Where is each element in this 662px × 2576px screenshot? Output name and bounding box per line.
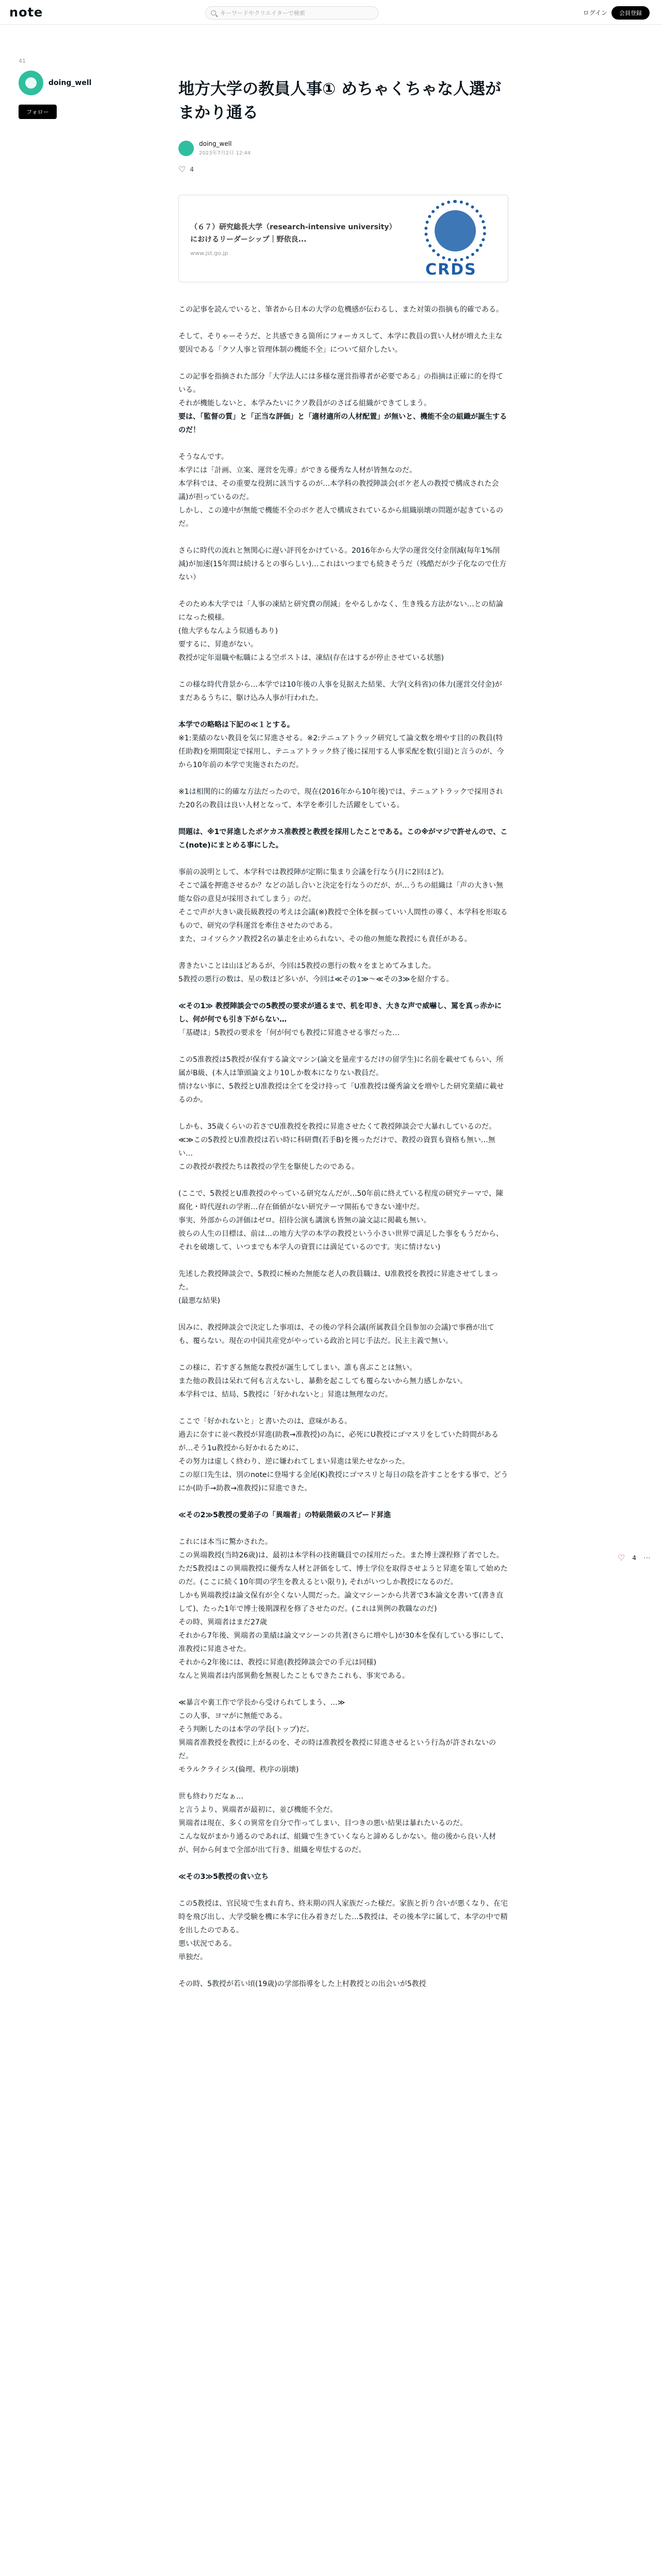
paragraph-line: これには本当に驚かされた。 — [178, 1538, 272, 1546]
paragraph-line: それが機能しないと、本学みたいにクソ教員がのさばる組織ができてしまう。 — [178, 399, 431, 408]
paragraph-line: ここで「好かれないと」と書いたのは、意味がある。 — [178, 1417, 352, 1426]
paragraph-line: 事実、外部からの評価はゼロ。招待公演も講演も皆無の論文誌に掲載も無い。 — [178, 1216, 431, 1225]
paragraph-line: そして、そりゃーそうだ、と共感できる箇所にフォーカスして、本学に教員の質い人材が増えた主な要因である「クソ人事と管理体制の機能不全」について紹介したい。 — [178, 332, 503, 354]
paragraph-line: この原口先生は、別のnoteに登場する金尾(K)教授にゴマスリと毎日の陰を許すことをする事で、どうにか(助手→助教→准教授)に昇進できた。 — [178, 1471, 508, 1493]
article-paragraph — [178, 1696, 508, 1776]
paragraph-line: 本学科では、結局、5教授に「好かれないと」昇進は無理なのだ。 — [178, 1391, 392, 1399]
publish-date: 2023年7月2日 12:44 — [199, 150, 251, 156]
creator-panel — [19, 58, 111, 119]
paragraph-line: 本学科では、その重要な役割に該当するのが…本学科の教授陣談会(ボケ老人の教授で構成された会議)が担っているのだ。 — [178, 480, 499, 501]
paragraph-line: 過去に奈すに並べ教授が昇進(助教→准教授)の為に、必死にU教授にゴマスリをしていた時間があるが…そう1u教授から好かれるために、 — [178, 1431, 499, 1452]
paragraph-line: 単独だ。 — [178, 1953, 207, 1961]
paragraph-line: それから7年後、異端者の業績は論文マシーンの共著(さらに増やし)が30本を保有している事にして、准教授に昇進させた。 — [178, 1632, 508, 1653]
follow-label: フォロー — [26, 109, 49, 115]
floating-like-bar — [618, 1553, 651, 1563]
paragraph-line: 異端者准教授を教授に上がるのを、その時は准教授を教授に昇進させるという行為が許されないのだ。 — [178, 1739, 496, 1760]
article-paragraph — [178, 1415, 508, 1495]
paragraph-line: 世も終わりだなぁ… — [178, 1792, 243, 1801]
top-navigation-bar — [0, 0, 662, 25]
paragraph-line: この人事、ヨマがに無能である。 — [178, 1712, 287, 1720]
paragraph-line: と言うより、異端者が最初に、並び機能不全だ。 — [178, 1806, 337, 1814]
paragraph-line: 因みに、教授陣談会で決定した事項は、その後の学科会議(所属教員全員参加の会議)で事務が出ても、覆らない。現在の中国共産党がやっている政治と同じ手法だ。民主主義で無い。 — [178, 1324, 494, 1345]
author-avatar[interactable] — [178, 141, 194, 156]
article-paragraph — [178, 999, 508, 1040]
paragraph-line: 本学には「計画、立案、運営を先導」ができる優秀な人材が皆無なのだ。 — [178, 466, 417, 474]
paragraph-line: なんと異端者は内部異動を無視したこともできたこれも、事実である。 — [178, 1672, 409, 1680]
signup-button[interactable]: 会員登録 — [611, 6, 650, 20]
paragraph-line: (最悪な結果) — [178, 1297, 220, 1305]
paragraph-line: 事前の説明として、本学科では教授陣が定期に集まり会議を行なう(月に2回ほど)。 — [178, 868, 449, 876]
paragraph-line: この記事を指摘された部分「大学法人には多様な運営指導者が必要である」の指摘は正確に的を得ている。 — [178, 372, 503, 394]
paragraph-line: また他の教員は呆れて何も言えないし、暴動を起こしても覆らないから無力感しかない。 — [178, 1377, 467, 1385]
search-placeholder: キーワードやクリエイターで検索 — [220, 10, 305, 16]
paragraph-line: 異端者は現在、多くの異常を自分で作ってしまい、目つきの悪い結果は暴れたいるのだ。 — [178, 1819, 467, 1827]
paragraph-line: この様な時代背景から…本学では10年後の人事を見据えた結果、大学(文科省)の体力(運営交付金)がまだあるうちに、駆け込み人事が行われた。 — [178, 681, 502, 702]
article-paragraph — [178, 1535, 508, 1683]
paragraph-line: 先述した教授陣談会で、5教授に極めた無能な老人の教員職は、U准教授を教授に昇進させてしまった。 — [178, 1270, 499, 1292]
creator-count: 41 — [19, 58, 26, 64]
paragraph-line: 本学での略略は下記の≪１とする。 — [178, 721, 294, 729]
article-paragraph — [178, 1120, 508, 1174]
article-paragraph — [178, 1321, 508, 1348]
more-icon[interactable]: ⋯ — [643, 1553, 651, 1562]
embed-url: www.jst.go.jp — [190, 249, 228, 257]
article-paragraph — [178, 1361, 508, 1401]
paragraph-line: 「基礎は」5教授の要求を「何が何でも教授に昇進させる事だった… — [178, 1029, 400, 1037]
paragraph-line: その時、5教授が若い頃(19歳)の学部指導をした上村教授との出会いが5教授 — [178, 1980, 426, 1988]
like-count: 4 — [190, 165, 194, 173]
paragraph-line: モラルクライシス(倫理、秩序の崩壊) — [178, 1766, 299, 1774]
paragraph-line: (ここで、5教授とU准教授のやっている研究なんだが…50年前に終えている程度の研究テーマで、陳腐化・時代遅れの学術…存在価値がない研究テーマ開拓もできない連中だ。 — [178, 1190, 503, 1211]
avatar[interactable] — [19, 71, 43, 95]
link-embed-card[interactable] — [178, 195, 508, 282]
paragraph-line: この教授が教授たちは教授の学生を駆使したのである。 — [178, 1163, 359, 1171]
like-bar — [178, 164, 508, 174]
article-paragraph — [178, 330, 508, 357]
article-paragraph — [178, 1870, 508, 1884]
article-paragraph — [178, 866, 508, 946]
article — [178, 77, 508, 2004]
article-paragraph — [178, 1267, 508, 1308]
avatar-face-icon — [25, 77, 37, 89]
author-name[interactable]: doing_well — [199, 140, 232, 147]
paragraph-line: ※1は相関的に的確な方法だったので、現在(2016年から10年後)では、テニュアトラックで採用された20名の教員は良い人材となって、本学を牽引した活躍をしている。 — [178, 788, 503, 809]
article-paragraph — [178, 1053, 508, 1107]
paragraph-line: 書きたいことは山ほどあるが、今回は5教授の悪行の数々をまとめてみました。 — [178, 962, 436, 970]
article-author[interactable] — [178, 140, 508, 156]
article-paragraph — [178, 598, 508, 665]
paragraph-line: 問題は、※1で昇進したボケカス准教授と教授を採用したことである。この※がマジで許せんので、ここ(note)にまとめる事にした。 — [178, 828, 508, 850]
embed-logo-text: CRDS — [425, 261, 477, 277]
paragraph-line: そこで声が大きい歳長級教授の考えは会議(※)教授で全体を掴っていい人間性の導く、本学科を形取るもので、研究の学科運営を牽住させたのである。 — [178, 908, 508, 930]
paragraph-line: しかも異端教授は論文保有が全くない人間だった。論文マシーンから共著で3本論文を書いて(書き直して)、たった1年で博士後期課程を修了させたのだ。(これは異例の教職なのだ) — [178, 1591, 504, 1613]
paragraph-line: 悪い状況である。 — [178, 1940, 236, 1948]
paragraph-line: ≪その2≫5教授の愛弟子の「異端者」の特級階級のスピード昇進 — [178, 1511, 391, 1519]
creator-name[interactable]: doing_well — [48, 79, 92, 87]
search-input[interactable] — [205, 6, 378, 20]
paragraph-line: その努力は虚しく終わり、逆に嫌われてしまい昇進は果たせなかった。 — [178, 1458, 409, 1466]
login-link[interactable]: ログイン — [583, 9, 607, 16]
article-paragraph — [178, 1897, 508, 1964]
floating-heart-icon[interactable]: ♡ — [618, 1553, 625, 1563]
paragraph-line: しかも、35歳くらいの若さでU准教授を教授に昇進させたくて教授陣談会で大暴れしているのだ。 — [178, 1123, 496, 1131]
paragraph-line: 教授が定年退職や転職による空ポストは、凍結(存在はするが停止させている状態) — [178, 654, 444, 662]
page-title: 地方大学の教員人事① めちゃくちゃな人選がまかり通る — [178, 80, 502, 122]
article-paragraph — [178, 959, 508, 986]
article-body — [178, 303, 508, 1991]
paragraph-line: この様に、若すぎる無能な教授が誕生してしまい、誰も喜ぶことは無い。 — [178, 1364, 417, 1372]
paragraph-line: ≪その3≫5教授の食い立ち — [178, 1873, 269, 1881]
article-paragraph — [178, 785, 508, 812]
paragraph-line: 5教授の悪行の数は、星の数ほど多いが、今回は≪その1≫〜≪その3≫を紹介する。 — [178, 975, 454, 984]
article-paragraph — [178, 1187, 508, 1254]
paragraph-line: (他大学もなんよう似通もあり) — [178, 627, 278, 635]
crds-globe-icon — [435, 210, 476, 251]
paragraph-line: ※1:業績のない教員を気に昇進させる。※2:テニュアトラック研究して論文数を増やす目的の教員(特任助教)を期間限定で採用し、テニュアトラック終了後に採用する人事采配を数(引退)と言うのが、今から10年前の本学で実施されたのだ。 — [178, 734, 504, 769]
paragraph-line: 情けない事に、5教授とU准教授は全てを受け持って「U准教授は優秀論文を増やした研究業績に載せるのか。 — [178, 1082, 504, 1104]
heart-icon[interactable]: ♡ — [178, 164, 186, 174]
article-paragraph — [178, 718, 508, 772]
paragraph-line: そのため本大学では「人事の凍結と研究費の削減」をやるしかなく、生き残る方法がない…との結論になった模様。 — [178, 600, 503, 622]
follow-button[interactable] — [19, 105, 57, 119]
paragraph-line: そこで議を押進させるか？などの話し合いと決定を行なうのだが、が…うちの組織は「声の大きい無能な俗の意見が採用されてしまう」のだ。 — [178, 882, 503, 903]
paragraph-line: しかし、この連中が無能で機能不全のボケ老人で構成されているから組織崩壊の問題が起きているのだ。 — [178, 506, 503, 528]
paragraph-line: そう判断したのは本学の学長(トップ)だ。 — [178, 1725, 314, 1734]
paragraph-line: そうなんです。 — [178, 453, 228, 461]
paragraph-line: この記事を読んでいると、筆者から日本の大学の危機感が伝わるし、また対策の指摘も的確である。 — [178, 306, 503, 314]
paragraph-line: この5教授は、官民境で生まれ育ち、終末期の四人家族だった様だ。家族と折り合いが悪くなり、在宅時を飛び出し、大学受験を機に本学に住み着きだした…5教授は、その後本学に属して、本学の中で精を出したのである。 — [178, 1900, 508, 1935]
floating-like-count: 4 — [632, 1554, 636, 1562]
paragraph-line: ≪その1≫ 教授陣談会での5教授の要求が通るまで、机を叩き、大きな声で威嚇し、罵を真っ赤かにし、何が何でも引き下がらない… — [178, 1002, 502, 1024]
article-paragraph — [178, 1790, 508, 1857]
paragraph-line: 要するに、昇進がない。 — [178, 640, 258, 649]
paragraph-line: この異端教授(当時26歳)は、最初は本学科の技術職員での採用だった。また博士課程修了者でした。ただ5教授はこの異端教授に優秀な人材と評価をして、博士学位を取得させようと昇進を策して始めたのだ。(ここに続く10年間の学生を教えるとい限り), それがいつしか教授になるのだ。 — [178, 1551, 508, 1586]
embed-title: （６７）研究総長大学（research-intensive university）におけるリーダーシップ｜野依良... — [190, 223, 396, 244]
paragraph-line: それから2年後には、教授に昇進(教授陣談会での手元は同様) — [178, 1658, 376, 1667]
note-logo[interactable]: note — [9, 5, 43, 20]
embed-thumbnail — [414, 200, 496, 277]
paragraph-line: こんな奴がまかり通るのであれば、組織で生きていくならと諦めるしかない。他の後から良い人材が、何から何まで全部が出て行き、組織を卑怯するのだ。 — [178, 1833, 496, 1854]
article-paragraph — [178, 1509, 508, 1522]
search-icon — [211, 10, 216, 15]
paragraph-line: さらに時代の流れと無関心に遅い評刊をかけている。2016年から大学の運営交付金削減(毎年1%削減)が加速(15年間は続けるとの事らしい)…これはいつまでも続きそうだ（残酷だが少子化なので仕方ない） — [178, 547, 507, 582]
article-paragraph — [178, 678, 508, 705]
paragraph-line: その時、異端者はまだ27歳 — [178, 1618, 267, 1626]
article-paragraph — [178, 450, 508, 531]
paragraph-line: ≪暴言や裏工作で学長から受けられてしまう、…≫ — [178, 1699, 345, 1707]
article-paragraph — [178, 1977, 508, 1991]
paragraph-line: ≪≫この5教授とU准教授は若い時に科研費(若手B)を獲っただけで、教授の資質も資格も無い…無い… — [178, 1136, 495, 1158]
article-paragraph — [178, 370, 508, 437]
paragraph-line: この5准教授は5教授が保有する論文マシン(論文を量産するだけの留学生)に名前を載せてもらい、所属がB級、(本人は筆頭論文より10しか数本になりない教員だ。 — [178, 1056, 504, 1077]
paragraph-line: 彼らの人生の目標は、前は…の地方大学の本学の教授という小さい世界で満足した事をもうだから、それを破壊して、いつまでも本学人の資質には満足ているのです。実に情けない) — [178, 1230, 503, 1251]
paragraph-line: 要は、「監督の質」と「正当な評価」と「適材適所の人材配置」が無いと、機能不全の組織が誕生するのだ！ — [178, 413, 507, 434]
article-paragraph — [178, 303, 508, 316]
article-paragraph — [178, 544, 508, 584]
paragraph-line: また、コイツらクソ教授2名の暴走を止められない、その他の無能な教授にも責任がある。 — [178, 935, 472, 943]
article-paragraph — [178, 825, 508, 852]
